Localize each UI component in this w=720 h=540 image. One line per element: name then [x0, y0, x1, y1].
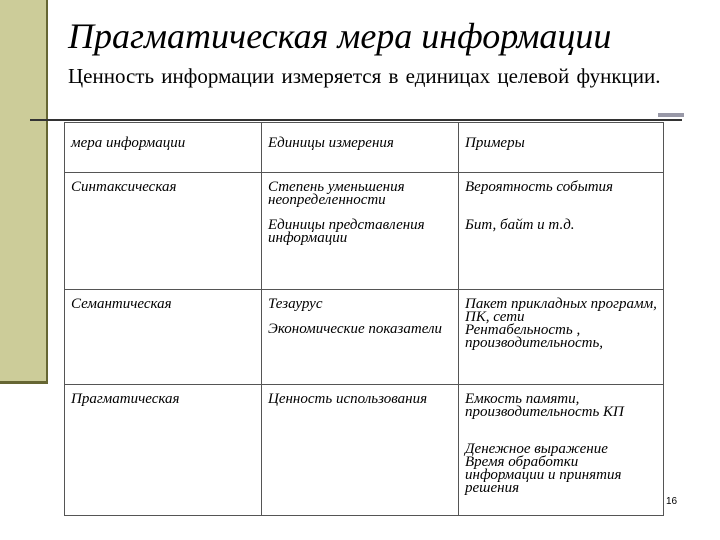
unit-entry: Тезаурус [268, 296, 323, 312]
table-header-units [262, 123, 459, 173]
table-header-examples [459, 123, 663, 173]
example-entry: Рентабельность , производительность, [465, 322, 604, 351]
table-cell-examples [459, 385, 663, 515]
table-cell-units [262, 385, 459, 515]
table-cell-measure [65, 290, 262, 385]
table-cell-measure [65, 385, 262, 515]
example-entry: Пакет прикладных программ, ПК, сети [465, 296, 657, 325]
example-entry: Вероятность события [465, 179, 614, 195]
example-entry: Время обработки информации и принятия решения [465, 454, 622, 496]
unit-entry: Степень уменьшения неопределенности [268, 179, 405, 208]
example-entry: Емкость памяти, производительность КП [465, 391, 624, 420]
table-cell-examples [459, 173, 663, 290]
table-cell-examples [459, 290, 663, 385]
slide-title: Прагматическая мера информации [68, 16, 612, 56]
unit-entry: Ценность использования [268, 391, 428, 407]
measure-label: Прагматическая [71, 391, 180, 407]
slide-subtitle: Ценность информации измеряется в единицах целевой функции. [68, 64, 661, 88]
divider-accent [658, 113, 684, 117]
table-cell-units [262, 173, 459, 290]
page-number: 16 [666, 496, 678, 507]
table-header-measure [65, 123, 262, 173]
measure-label: Семантическая [71, 296, 172, 312]
table-cell-measure [65, 173, 262, 290]
example-entry: Денежное выражение [465, 441, 608, 457]
header-label: Единицы измерения [268, 135, 394, 151]
title-divider [30, 119, 682, 121]
measure-label: Синтаксическая [71, 179, 177, 195]
unit-entry: Экономические показатели [268, 321, 443, 337]
side-decor-bar-base [0, 381, 48, 384]
header-label: мера информации [71, 135, 186, 151]
table-cell-units [262, 290, 459, 385]
side-decor-bar [0, 0, 48, 383]
measures-table [64, 122, 664, 516]
unit-entry: Единицы представления информации [268, 217, 425, 246]
header-label: Примеры [465, 135, 525, 151]
example-entry: Бит, байт и т.д. [465, 217, 575, 233]
